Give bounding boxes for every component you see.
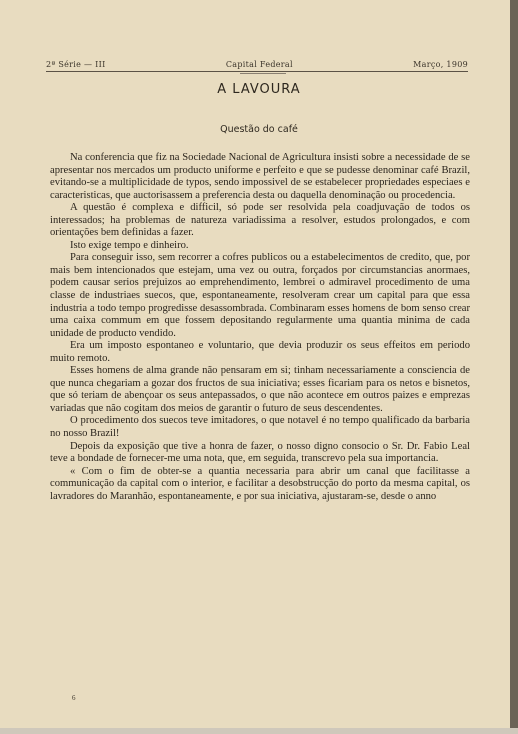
page-title: A LAVOURA xyxy=(217,82,301,97)
paragraph: O procedimento dos suecos teve imitadores, o que notavel é no tempo qualificado da barbaria no nosso Brazil! xyxy=(50,415,470,440)
header-ornament-rule xyxy=(240,73,286,74)
series-label: 2ª Série — III xyxy=(46,59,106,69)
scan-edge-bottom xyxy=(0,728,518,734)
paragraph: Esses homens de alma grande não pensaram em si; tinham necessariamente a consciencia de que nunca chegariam a gozar dos fructos de sua iniciativa; esses ficariam para os netos e bisnetos, que só teriam de abençoar os seus antepassados, o que não acontece em outros paizes e emprezas variadas que não cogitam dos meios de garantir o futuro de seus descendentes. xyxy=(50,365,470,414)
article-subtitle: Questão do café xyxy=(220,124,298,135)
scan-edge xyxy=(510,0,518,734)
paragraph: A questão é complexa e difficil, só pode ser resolvida pela coadjuvação de todos os interessados; ha problemas de natureza variadissima a resolver, estudos prolongados, e com orientações bem definidas a fazer. xyxy=(50,202,470,239)
issue-date: Março, 1909 xyxy=(413,59,468,69)
page-number: 6 xyxy=(72,694,76,702)
publication-label: Capital Federal xyxy=(225,59,293,69)
article-body xyxy=(50,152,470,503)
paragraph: Isto exige tempo e dinheiro. xyxy=(70,239,189,251)
running-head xyxy=(46,58,468,70)
paragraph: Depois da exposição que tive a honra de fazer, o nosso digno consocio o Sr. Dr. Fabio Leal teve a bondade de fornecer-me uma nota, que, em seguida, transcrevo pela sua importancia. xyxy=(50,440,470,465)
paragraph: Para conseguir isso, sem recorrer a cofres publicos ou a estabelecimentos de credito, que, por mais bem intencionados que estejam, uma vez ou outra, forçados por circumstancias anormaes, podem causar serios prejuizos ao emprehendimento, lembrei o admiravel procedimento de uma classe de industriaes suecos, que, espontaneamente, resolveram crear um capital para que essa industria a todo tempo progredisse desassombrada. Combinaram esses homens de bom senso crear uma caixa commum em que fossem depositando regularmente uma quantia minima de cada unidade de producto vendido. xyxy=(50,252,470,339)
header-rule xyxy=(46,71,468,72)
paragraph: « Com o fim de obter-se a quantia necessaria para abrir um canal que facilitasse a communicação da capital com o interior, e facilitar a desobstrucção do porto da mesma capital, os lavradores do Maranhão, espontaneamente, e por sua iniciativa, ajustaram-se, desde o anno xyxy=(50,465,470,502)
paragraph: Na conferencia que fiz na Sociedade Nacional de Agricultura insisti sobre a necessidade de se apresentar nos mercados um producto uniforme e perfeito e que se pudesse denominar café Brazil, evitando-se a multiplicidade de typos, sendo impossivel de se estabelecer propriedades especiaes e caracteristicas, que auctorisassem a preferencia desta ou daquella denominação ou procedencia. xyxy=(50,152,470,201)
paragraph: Era um imposto espontaneo e voluntario, que devia produzir os seus effeitos em periodo muito remoto. xyxy=(50,340,470,364)
